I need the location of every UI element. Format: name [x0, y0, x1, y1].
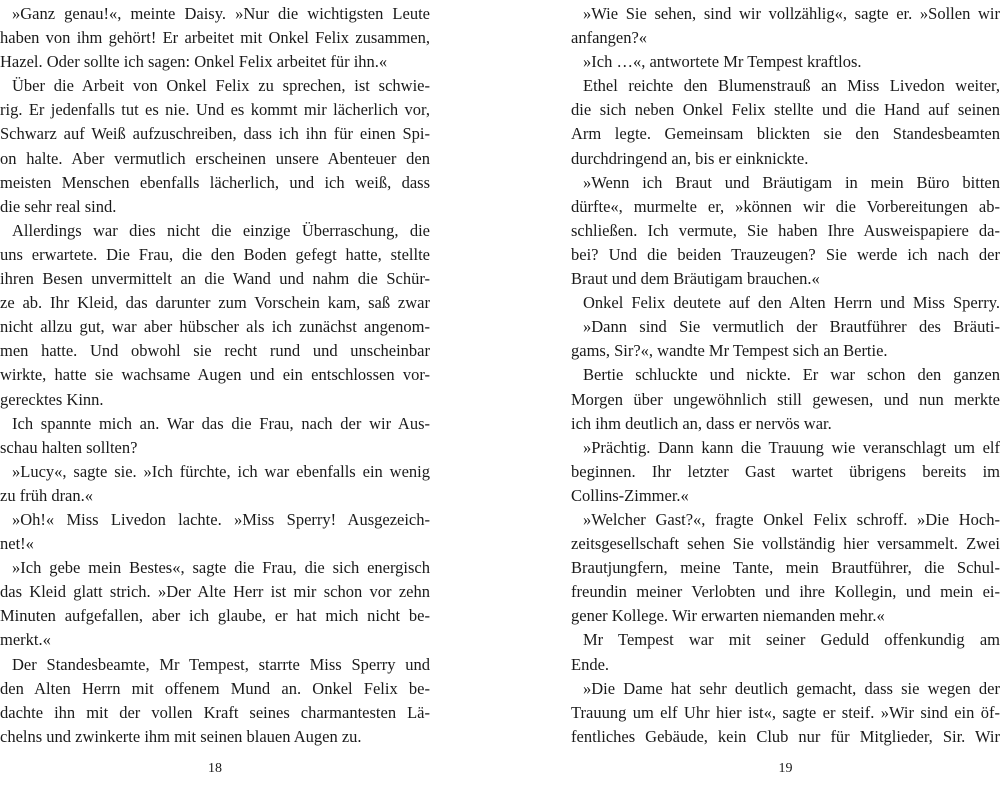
text-line: Ich spannte mich an. War das die Frau, nach der wir Aus- [12, 413, 430, 433]
text-line: Trauung um elf Uhr hier ist«, sagte er steif. »Wir sind ein öf- [571, 702, 1000, 722]
text-line: »Ganz genau!«, meinte Daisy. »Nur die wichtigsten Leute [12, 4, 430, 23]
text-line: Hazel. Oder sollte ich sagen: Onkel Felix arbeitet für ihn.« [0, 52, 388, 72]
text-line: »Wenn ich Braut und Bräutigam in mein Büro bitten [583, 172, 1000, 192]
text-line: nicht allzu gut, war aber hübscher als ich zunächst angenom- [0, 317, 430, 337]
text-line: dürfte«, murmelte er, »können wir die Vorbereitungen ab- [571, 196, 1000, 216]
text-line: Allerdings war dies nicht die einzige Überraschung, die [12, 220, 430, 240]
text-line: Collins-Zimmer.« [571, 485, 689, 505]
text-line: gerecktes Kinn. [0, 389, 104, 409]
text-line: das Kleid glatt strich. »Der Alte Herr ist mir schon vor zehn [0, 582, 430, 602]
text-line: Braut und dem Bräutigam brauchen.« [571, 269, 820, 289]
right-page-number: 19 [778, 761, 793, 776]
text-line: anfangen?« [571, 28, 648, 48]
text-line: »Ich …«, antwortete Mr Tempest kraftlos. [583, 52, 862, 72]
text-line: »Lucy«, sagte sie. »Ich fürchte, ich war ebenfalls ein wenig [12, 461, 430, 481]
text-line: Morgen über ungewöhnlich still gewesen, und nun merkte [571, 389, 1000, 409]
text-line: zu früh dran.« [0, 485, 94, 505]
text-line: durchdringend an, bis er einknickte. [571, 148, 809, 168]
text-line: Mr Tempest war mit seiner Geduld offenkundig am [583, 630, 1000, 650]
text-line: rig. Er jedenfalls tut es nie. Und es kommt mir lächerlich vor, [0, 100, 430, 120]
text-line: Minuten aufgefallen, aber ich glaube, er hat mich nicht be- [0, 606, 430, 626]
text-line: fentliches Gebäude, kein Club nur für Mitglieder, Sir. Wir [571, 726, 1000, 746]
text-line: chelns und zwinkerte ihm mit seinen blauen Augen zu. [0, 726, 362, 746]
text-line: schließen. Ich vermute, Sie haben Ihre Ausweispapiere da- [571, 220, 1000, 240]
text-line: die sehr real sind. [0, 196, 117, 216]
left-page-number: 18 [208, 761, 222, 776]
text-line: Über die Arbeit von Onkel Felix zu sprechen, ist schwie- [12, 76, 430, 96]
text-line: »Prächtig. Dann kann die Trauung wie veranschlagt um elf [583, 437, 1000, 457]
text-line: Ende. [571, 654, 610, 674]
text-line: schau halten sollten? [0, 437, 138, 457]
text-line: net!« [0, 534, 34, 554]
text-line: »Oh!« Miss Livedon lachte. »Miss Sperry! Ausgezeich- [12, 509, 430, 529]
text-line: Schwarz auf Weiß aufzuschreiben, dass ich ihn für einen Spi- [0, 124, 430, 144]
text-line: Bertie schluckte und nickte. Er war schon den ganzen [583, 365, 1000, 385]
text-line: Arm legte. Gemeinsam blickten sie den Standesbeamten [571, 124, 1000, 144]
text-line: merkt.« [0, 630, 51, 650]
text-line: »Wie Sie sehen, sind wir vollzählig«, sagte er. »Sollen wir [583, 4, 1000, 23]
text-line: on halte. Aber vermutlich erscheinen unsere Abenteuer den [0, 148, 430, 168]
text-line: freundin meiner Verlobten und ihre Kollegin, und mein ei- [571, 582, 1000, 602]
text-line: den Alten Herrn mit offenem Mund an. Onkel Felix be- [0, 678, 430, 698]
text-line: dachte ihn mit der vollen Kraft seines charmantesten Lä- [0, 702, 430, 722]
text-line: ich ihm deutlich an, dass er nervös war. [571, 413, 832, 433]
text-line: Ethel reichte den Blumenstrauß an Miss Livedon weiter, [583, 76, 1000, 96]
text-line: Onkel Felix deutete auf den Alten Herrn und Miss Sperry. [583, 293, 1000, 313]
text-line: ze ab. Ihr Kleid, das darunter zum Vorschein kam, saß zwar [0, 293, 430, 313]
text-line: haben von ihm gehört! Er arbeitet mit Onkel Felix zusammen, [0, 28, 430, 48]
text-line: uns erwartete. Die Frau, die den Boden gefegt hatte, stellte [0, 244, 430, 264]
text-line: wirkte, hatte sie wachsame Augen und ein entschlossen vor- [0, 365, 430, 385]
text-line: gams, Sir?«, wandte Mr Tempest sich an Bertie. [571, 341, 888, 361]
text-line: Der Standesbeamte, Mr Tempest, starrte Miss Sperry und [12, 654, 430, 674]
text-line: ihren Besen unvermittelt an die Wand und nahm die Schür- [0, 269, 430, 289]
text-line: »Die Dame hat sehr deutlich gemacht, dass sie wegen der [583, 678, 1000, 698]
right-page-text [571, 2, 1000, 749]
text-line: zeitsgesellschaft sehen Sie vollständig hier versammelt. Zwei [571, 534, 1000, 554]
text-line: beginnen. Ihr letzter Gast wartet übrigens bereits im [571, 461, 1000, 481]
text-line: »Ich gebe mein Bestes«, sagte die Frau, die sich energisch [12, 558, 430, 578]
text-line: die sich neben Onkel Felix stellte und die Hand auf seinen [571, 100, 1000, 120]
text-line: men hatte. Und obwohl sie recht rund und unscheinbar [0, 341, 430, 361]
text-line: Brautjungfern, meine Tante, mein Brautführer, die Schul- [571, 558, 1000, 578]
text-line: meisten Menschen ebenfalls lächerlich, und ich weiß, dass [0, 172, 430, 192]
text-line: bei? Und die beiden Trauzeugen? Sie werde ich nach der [571, 244, 1000, 264]
text-line: »Welcher Gast?«, fragte Onkel Felix schroff. »Die Hoch- [583, 509, 1000, 529]
text-line: gener Kollege. Wir erwarten niemanden mehr.« [571, 606, 885, 626]
text-line: »Dann sind Sie vermutlich der Brautführer des Bräuti- [583, 317, 1000, 337]
left-page-text [0, 2, 430, 749]
